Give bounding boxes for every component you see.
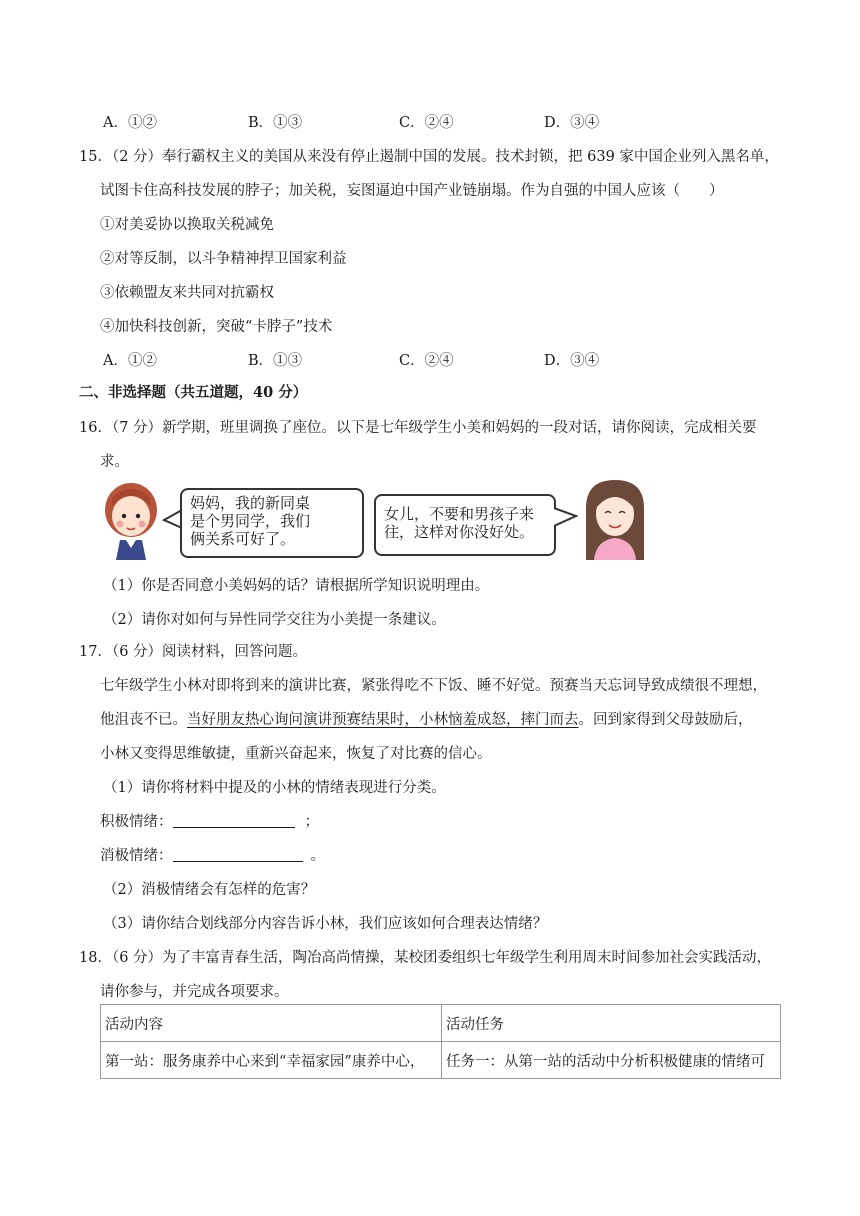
table-header-task: 活动任务 [442, 1005, 781, 1042]
q15-option-b: B．①③ [248, 353, 303, 369]
q16-sub1: （1）你是否同意小美妈妈的话？请根据所学知识说明理由。 [103, 578, 490, 594]
q17-negative-row [100, 844, 325, 865]
girl-bubble-line2: 是个男同学，我们 [190, 512, 311, 530]
mom-speech-bubble [374, 494, 556, 556]
mom-bubble-line1: 女儿，不要和男孩子来 [384, 505, 535, 523]
activity-table [100, 1004, 781, 1079]
q15-option-d: D．③④ [544, 353, 600, 369]
q17-sub3: （3）请你结合划线部分内容告诉小林，我们应该如何合理表达情绪？ [103, 916, 548, 932]
q17-material-line2-post: 。回到家得到父母鼓励后， [578, 712, 753, 728]
q18-stem-line1: 18．（6 分）为了丰富青春生活，陶冶高尚情操，某校团委组织七年级学生利用周末时间参加社会实践活动， [79, 950, 772, 966]
q18-stem-line2: 请你参与，并完成各项要求。 [100, 984, 289, 1000]
q17-material-line1: 七年级学生小林对即将到来的演讲比赛，紧张得吃不下饭、睡不好觉。预赛当天忘词导致成绩很不理想， [100, 678, 767, 694]
q15-item-4: ④加快科技创新，突破“卡脖子”技术 [100, 319, 333, 335]
table-cell-task: 任务一：从第一站的活动中分析积极健康的情绪可 [442, 1042, 781, 1079]
q16-stem-line2: 求。 [100, 454, 129, 470]
q16-sub2: （2）请你对如何与异性同学交往为小美提一条建议。 [103, 612, 446, 628]
mom-bubble-line2: 往，这样对你没好处。 [384, 523, 535, 541]
girl-bubble-line3: 俩关系可好了。 [190, 530, 296, 548]
negative-emotion-label: 消极情绪： [100, 848, 173, 864]
girl-avatar-icon [100, 480, 162, 560]
bubble-tail-left [162, 508, 182, 530]
q17-sub1: （1）请你将材料中提及的小林的情绪表现进行分类。 [103, 780, 446, 796]
q15-option-c: C．②④ [399, 353, 454, 369]
q15-stem-line1: 15．（2 分）奉行霸权主义的美国从来没有停止遏制中国的发展。技术封锁，把 639 家中国企业列入黑名单， [79, 149, 779, 165]
q14-option-b: B．①③ [248, 115, 303, 131]
girl-speech-bubble [180, 488, 364, 558]
q17-positive-row [100, 810, 319, 831]
mother-avatar-icon [578, 478, 652, 560]
q15-option-a: A．①② [103, 353, 157, 369]
q17-underlined-text: 当好朋友热心询问演讲预赛结果时，小林恼羞成怒，摔门而去 [187, 712, 579, 728]
table-row [101, 1042, 781, 1079]
q17-stem: 17．（6 分）阅读材料，回答问题。 [79, 644, 308, 660]
q15-item-2: ②对等反制，以斗争精神捍卫国家利益 [100, 251, 347, 267]
q17-material-line2-pre: 他沮丧不已。 [100, 712, 187, 728]
q15-item-1: ①对美妥协以换取关税减免 [100, 217, 274, 233]
q14-option-c: C．②④ [399, 115, 454, 131]
girl-bubble-line1: 妈妈，我的新同桌 [190, 494, 311, 512]
positive-emotion-blank[interactable] [173, 813, 295, 828]
table-header-content: 活动内容 [101, 1005, 442, 1042]
q17-material-line2 [100, 708, 753, 729]
table-header-row [101, 1005, 781, 1042]
q15-item-3: ③依赖盟友来共同对抗霸权 [100, 285, 274, 301]
section2-title: 二、非选择题（共五道题，40 分） [79, 384, 308, 401]
q14-option-a: A．①② [103, 115, 157, 131]
q16-stem-line1: 16．（7 分）新学期，班里调换了座位。以下是七年级学生小美和妈妈的一段对话，请你阅读，完成相关要 [79, 420, 757, 436]
q17-material-line3: 小林又变得思维敏捷，重新兴奋起来，恢复了对比赛的信心。 [100, 746, 492, 762]
positive-emotion-label: 积极情绪： [100, 814, 173, 830]
bubble-tail-right [554, 506, 578, 528]
positive-emotion-end: ； [304, 814, 319, 830]
q14-option-d: D．③④ [544, 115, 600, 131]
negative-emotion-end: 。 [310, 848, 325, 864]
q17-sub2: （2）消极情绪会有怎样的危害？ [103, 882, 316, 898]
dialogue-illustration [100, 478, 652, 560]
q15-stem-line2: 试图卡住高科技发展的脖子；加关税，妄图逼迫中国产业链崩塌。作为自强的中国人应该（ ） [100, 183, 724, 199]
table-cell-content: 第一站：服务康养中心来到“幸福家园”康养中心， [101, 1042, 442, 1079]
negative-emotion-blank[interactable] [173, 847, 303, 862]
